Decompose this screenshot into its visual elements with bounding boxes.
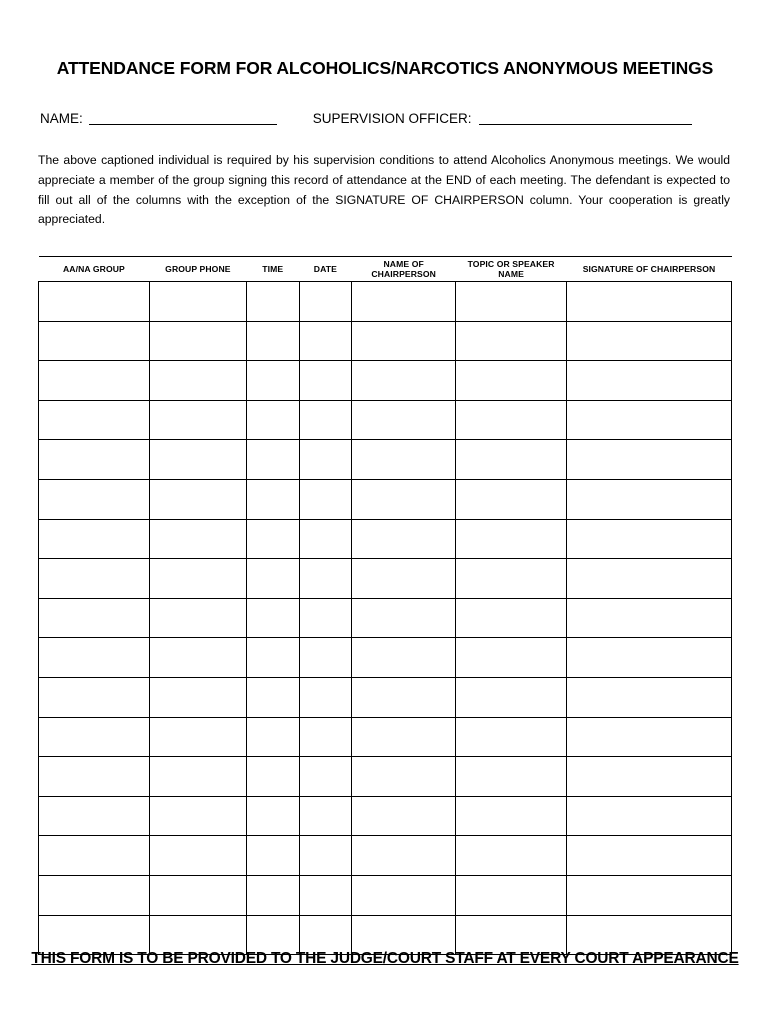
table-cell[interactable] [39,678,150,718]
table-cell[interactable] [299,321,352,361]
table-cell[interactable] [299,598,352,638]
table-cell[interactable] [149,796,246,836]
table-cell[interactable] [299,519,352,559]
table-cell[interactable] [299,717,352,757]
table-cell[interactable] [567,796,732,836]
table-row [39,361,732,401]
table-cell[interactable] [39,717,150,757]
table-cell[interactable] [39,638,150,678]
column-header-time: TIME [246,257,299,282]
table-cell[interactable] [149,875,246,915]
table-cell[interactable] [456,282,567,322]
table-cell[interactable] [149,717,246,757]
table-cell[interactable] [352,678,456,718]
table-cell[interactable] [246,480,299,520]
table-cell[interactable] [246,440,299,480]
table-cell[interactable] [352,361,456,401]
table-cell[interactable] [299,480,352,520]
column-header-aa-na-group: AA/NA GROUP [39,257,150,282]
table-cell[interactable] [567,875,732,915]
table-cell[interactable] [299,915,352,955]
page-title: ATTENDANCE FORM FOR ALCOHOLICS/NARCOTICS ANONYMOUS MEETINGS [56,58,714,78]
column-header-signature-of-chairperson: SIGNATURE OF CHAIRPERSON [567,257,732,282]
table-cell[interactable] [567,282,732,322]
table-cell[interactable] [39,440,150,480]
table-cell[interactable] [456,836,567,876]
table-cell[interactable] [299,440,352,480]
table-cell[interactable] [39,875,150,915]
table-cell[interactable] [39,915,150,955]
table-cell[interactable] [456,400,567,440]
table-cell[interactable] [299,559,352,599]
table-cell[interactable] [246,638,299,678]
table-cell[interactable] [149,598,246,638]
table-cell[interactable] [246,678,299,718]
table-row [39,598,732,638]
table-cell[interactable] [39,519,150,559]
table-cell[interactable] [299,678,352,718]
table-cell[interactable] [149,836,246,876]
table-cell[interactable] [299,638,352,678]
table-body [39,282,732,955]
table-row [39,757,732,797]
table-row [39,717,732,757]
table-cell[interactable] [456,678,567,718]
table-cell[interactable] [456,321,567,361]
table-cell[interactable] [246,598,299,638]
table-cell[interactable] [149,361,246,401]
table-row [39,400,732,440]
table-cell[interactable] [352,480,456,520]
table-cell[interactable] [246,836,299,876]
table-header-row [39,257,732,282]
table-cell[interactable] [456,598,567,638]
name-input[interactable] [89,111,277,125]
table-cell[interactable] [149,915,246,955]
table-cell[interactable] [456,757,567,797]
table-cell[interactable] [149,480,246,520]
table-cell[interactable] [352,875,456,915]
table-cell[interactable] [567,361,732,401]
table-cell[interactable] [246,915,299,955]
table-cell[interactable] [352,598,456,638]
supervision-officer-label: SUPERVISION OFFICER: [312,110,472,126]
table-cell[interactable] [567,480,732,520]
table-cell[interactable] [246,282,299,322]
table-row [39,519,732,559]
table-cell[interactable] [39,282,150,322]
table-cell[interactable] [149,519,246,559]
table-cell[interactable] [567,440,732,480]
table-cell[interactable] [456,796,567,836]
table-row [39,875,732,915]
table-cell[interactable] [352,796,456,836]
table-cell[interactable] [299,282,352,322]
table-cell[interactable] [567,915,732,955]
table-cell[interactable] [246,559,299,599]
table-cell[interactable] [456,717,567,757]
table-cell[interactable] [39,321,150,361]
table-cell[interactable] [299,836,352,876]
table-cell[interactable] [567,678,732,718]
column-header-topic-or-speaker-name: TOPIC OR SPEAKER NAME [456,257,567,282]
table-cell[interactable] [246,757,299,797]
table-cell[interactable] [352,321,456,361]
table-cell[interactable] [567,717,732,757]
table-cell[interactable] [39,480,150,520]
table-cell[interactable] [39,598,150,638]
column-header-date: DATE [299,257,352,282]
table-cell[interactable] [246,400,299,440]
table-row [39,915,732,955]
table-cell[interactable] [567,321,732,361]
table-cell[interactable] [352,282,456,322]
table-row [39,321,732,361]
identification-fields [38,111,732,125]
table-cell[interactable] [246,875,299,915]
table-cell[interactable] [352,400,456,440]
table-cell[interactable] [299,400,352,440]
table-cell[interactable] [456,361,567,401]
name-field-group [40,111,277,125]
table-cell[interactable] [149,440,246,480]
table-cell[interactable] [352,559,456,599]
column-header-group-phone: GROUP PHONE [149,257,246,282]
table-cell[interactable] [456,480,567,520]
table-cell[interactable] [352,638,456,678]
table-cell[interactable] [567,400,732,440]
table-cell[interactable] [352,519,456,559]
table-cell[interactable] [352,717,456,757]
table-cell[interactable] [246,321,299,361]
table-cell[interactable] [567,519,732,559]
table-cell[interactable] [567,559,732,599]
table-cell[interactable] [39,400,150,440]
table-row [39,836,732,876]
table-cell[interactable] [246,796,299,836]
instructions-paragraph: The above captioned individual is required by his supervision conditions to attend Alcoholics Anonymous meetings. We would appreciate a member of the group signing this record of attendance at the END of each meeting. The defendant is expected to fill out all of the columns with the exception of the SIGNATURE OF CHAIRPERSON column. Your cooperation is greatly appreciated. [38,153,730,227]
table-cell[interactable] [456,559,567,599]
table-cell[interactable] [456,519,567,559]
table-cell[interactable] [246,717,299,757]
table-cell[interactable] [39,836,150,876]
table-cell[interactable] [149,678,246,718]
table-cell[interactable] [149,559,246,599]
table-cell[interactable] [149,282,246,322]
table-row [39,440,732,480]
table-cell[interactable] [352,915,456,955]
table-cell[interactable] [149,400,246,440]
table-cell[interactable] [352,757,456,797]
table-cell[interactable] [299,361,352,401]
supervision-officer-field-group [313,111,692,125]
table-cell[interactable] [352,836,456,876]
table-row [39,796,732,836]
table-row [39,678,732,718]
table-cell[interactable] [149,757,246,797]
table-cell[interactable] [39,796,150,836]
table-row [39,559,732,599]
table-cell[interactable] [352,440,456,480]
table-cell[interactable] [39,559,150,599]
table-row [39,638,732,678]
table-cell[interactable] [299,757,352,797]
table-cell[interactable] [39,361,150,401]
table-cell[interactable] [567,836,732,876]
table-row [39,480,732,520]
name-label: NAME: [40,110,83,126]
table-cell[interactable] [246,519,299,559]
table-cell[interactable] [149,638,246,678]
table-cell[interactable] [567,638,732,678]
table-cell[interactable] [299,796,352,836]
table-cell[interactable] [567,598,732,638]
supervision-officer-input[interactable] [479,111,692,125]
table-cell[interactable] [149,321,246,361]
column-header-name-of-chairperson: NAME OF CHAIRPERSON [352,257,456,282]
table-cell[interactable] [456,915,567,955]
table-cell[interactable] [456,875,567,915]
attendance-table [38,256,732,955]
table-cell[interactable] [246,361,299,401]
table-row [39,282,732,322]
table-cell[interactable] [456,440,567,480]
table-cell[interactable] [456,638,567,678]
table-cell[interactable] [567,757,732,797]
footer-notice: THIS FORM IS TO BE PROVIDED TO THE JUDGE/COURT STAFF AT EVERY COURT APPEARANCE [31,950,739,967]
table-cell[interactable] [299,875,352,915]
table-cell[interactable] [39,757,150,797]
